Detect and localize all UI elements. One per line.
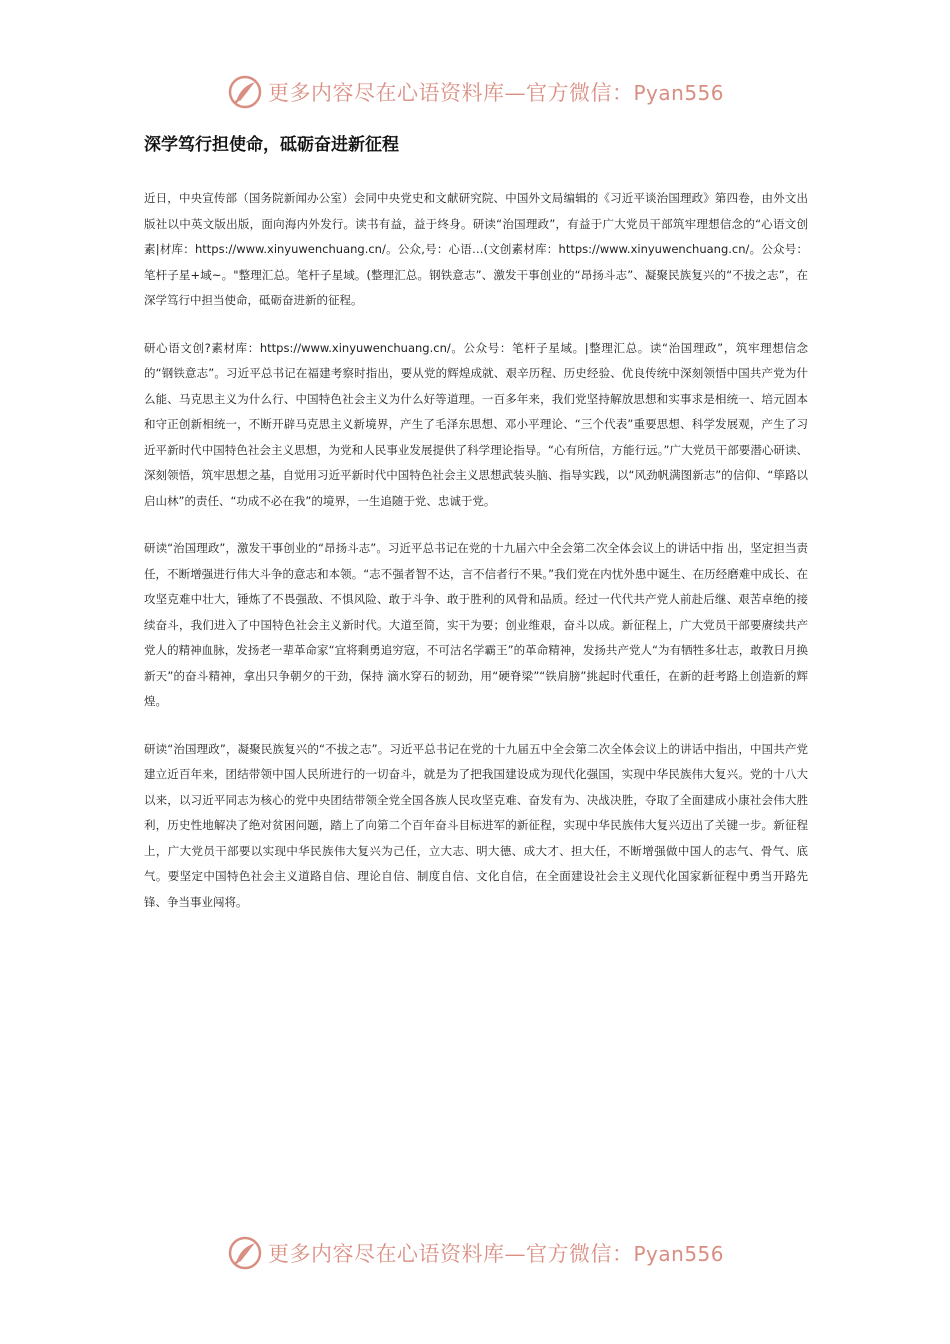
wechat-id: Pyan556 <box>633 81 725 105</box>
paragraph-4: 研读“治国理政”，凝聚民族复兴的“不拔之志”。习近平总书记在党的十九届五中全会第二次全体会议上的讲话中指出，中国共产党建立近百年来，团结带领中国人民所进行的一切奋斗，就是为了把我国建设成为现代化强国，实现中华民族伟大复兴。党的十八大以来，以习近平同志为核心的党中央团结带领全党全国各族人民攻坚克难、奋发有为、决战决胜，夺取了全面建成小康社会伟大胜利，历史性地解决了绝对贫困问题，踏上了向第二个百年奋斗目标进军的新征程，实现中华民族伟大复兴迈出了关键一步。新征程上，广大党员干部要以实现中华民族伟大复兴为己任，立大志、明大德、成大才、担大任，不断增强做中国人的志气、骨气、底气。要坚定中国特色社会主义道路自信、理论自信、制度自信、文化自信，在全面建设社会主义现代化国家新征程中勇当开路先锋、争当事业闯将。 <box>144 741 808 909</box>
wechat-id: Pyan556 <box>633 1242 725 1266</box>
footer-watermark <box>228 1233 724 1273</box>
article-body <box>144 186 808 937</box>
watermark-label: 更多内容尽在心语资料库—官方微信： <box>268 1242 634 1266</box>
watermark-text <box>268 77 724 107</box>
paragraph-2: 研心语文创?素材库：https://www.xinyuwenchuang.cn/。公众号：笔杆子星域。|整理汇总。读“治国理政”，筑牢理想信念的“钢铁意志”。习近平总书记在福建考察时指出，要从党的辉煌成就、艰辛历程、历史经验、优良传统中深刻领悟中国共产党为什么能、马克思主义为什么行、中国特色社会主义为什么好等道理。一百多年来，我们党坚持解放思想和实事求是相统一、培元固本和守正创新相统一，不断开辟马克思主义新境界，产生了毛泽东思想、邓小平理论、“三个代表”重要思想、科学发展观，产生了习近平新时代中国特色社会主义思想，为党和人民事业发展提供了科学理论指导。“心有所信，方能行远。”广大党员干部要潜心研读、深刻领悟，筑牢思想之基，自觉用习近平新时代中国特色社会主义思想武装头脑、指导实践，以“风劲帆满图新志”的信仰、“筚路以启山林”的责任、“功成不必在我”的境界，一生追随于党、忠诚于党。 <box>144 340 808 508</box>
brush-logo-icon <box>228 1236 262 1270</box>
paragraph-1: 近日，中央宣传部（国务院新闻办公室）会同中央党史和文献研究院、中国外文局编辑的《习近平谈治国理政》第四卷，由外文出版社以中英文版出版，面向海内外发行。读书有益，益于终身。研读“治国理政”，有益于广大党员干部筑牢理想信念的“心语文创素|材库：https://www.xinyuwenchuang.cn/。公众,号：心语…(文创素材库：https://www.xinyuwenchuang.cn/。公众号：笔杆子星+域~。"整理汇总。笔杆子星域。(整理汇总。钢铁意志”、激发干事创业的“昂扬斗志”、凝聚民族复兴的“不拔之志”，在深学笃行中担当使命，砥砺奋进新的征程。 <box>144 191 808 307</box>
article-title: 深学笃行担使命，砥砺奋进新征程 <box>144 135 399 155</box>
paragraph-3: 研读“治国理政”，激发干事创业的“昂扬斗志”。习近平总书记在党的十九届六中全会第二次全体会议上的讲话中指 出，坚定担当责任，不断增强进行伟大斗争的意志和本领。“志不强者智不达，言不信者行不果。”我们党在内忧外患中诞生、在历经磨难中成长、在攻坚克难中壮大，锤炼了不畏强敌、不惧风险、敢于斗争、敢于胜利的风骨和品质。经过一代代共产党人前赴后继、艰苦卓绝的接续奋斗，我们进入了中国特色社会主义新时代。大道至简，实干为要；创业维艰，奋斗以成。新征程上，广大党员干部要赓续共产党人的精神血脉，发扬老一辈革命家“宜将剩勇追穷寇，不可沽名学霸王”的革命精神，发扬共产党人“为有牺牲多壮志，敢教日月换新天”的奋斗精神，拿出只争朝夕的干劲，保持 滴水穿石的韧劲，用“硬脊梁”“铁肩膀”挑起时代重任，在新的赶考路上创造新的辉煌。 <box>144 541 808 708</box>
watermark-text <box>268 1238 724 1268</box>
watermark-label: 更多内容尽在心语资料库—官方微信： <box>268 81 634 105</box>
brush-logo-icon <box>228 75 262 109</box>
header-watermark <box>228 72 724 112</box>
